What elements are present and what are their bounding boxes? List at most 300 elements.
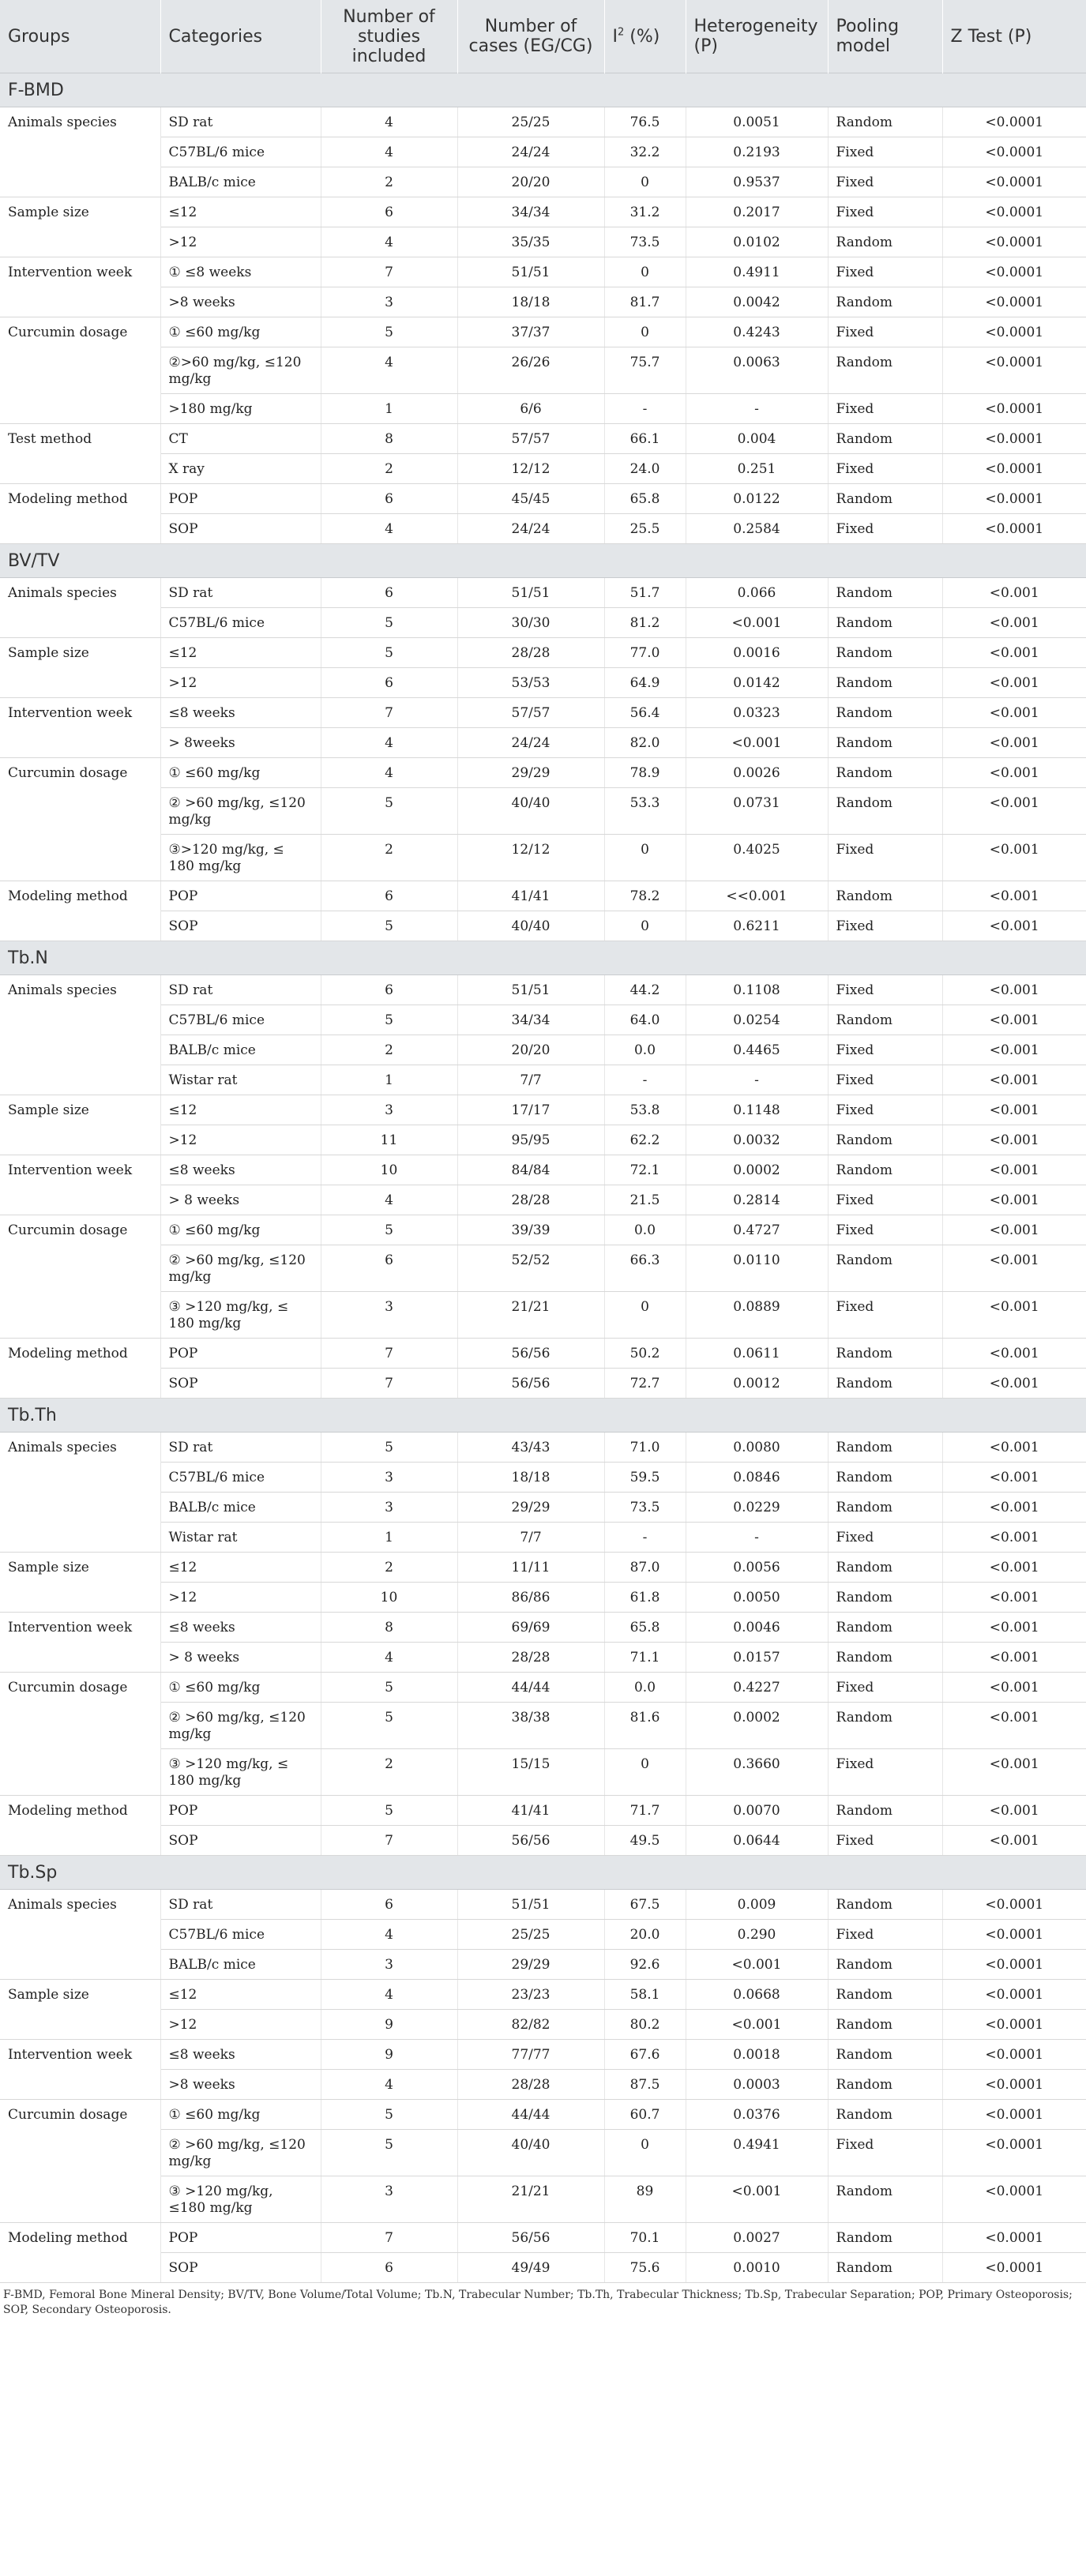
header-i2-sup: 2 [618, 26, 625, 39]
z-test-cell: <0.001 [942, 1523, 1086, 1553]
heterogeneity-cell: 0.0644 [686, 1826, 828, 1856]
category-cell: BALB/c mice [160, 1493, 321, 1523]
z-test-cell: <0.001 [942, 728, 1086, 758]
z-test-cell: <0.001 [942, 698, 1086, 728]
category-cell: SD rat [160, 975, 321, 1005]
table-row [0, 2253, 1086, 2283]
table-row [0, 1613, 1086, 1643]
studies-cell: 2 [321, 1553, 457, 1583]
group-name-cell: Curcumin dosage [0, 1673, 160, 1796]
heterogeneity-cell: 0.0229 [686, 1493, 828, 1523]
heterogeneity-cell: 0.2193 [686, 137, 828, 167]
heterogeneity-cell: 0.0046 [686, 1613, 828, 1643]
category-cell: SD rat [160, 107, 321, 137]
group-name-cell: Curcumin dosage [0, 2100, 160, 2223]
cases-cell: 6/6 [457, 394, 604, 424]
heterogeneity-cell: 0.0027 [686, 2223, 828, 2253]
i2-cell: 59.5 [604, 1463, 686, 1493]
category-cell: C57BL/6 mice [160, 1005, 321, 1035]
section-row [0, 73, 1086, 107]
heterogeneity-cell: 0.0070 [686, 1796, 828, 1826]
pooling-model-cell: Fixed [828, 835, 942, 881]
header-groups: Groups [0, 0, 160, 73]
heterogeneity-cell: 0.004 [686, 424, 828, 454]
table-row [0, 454, 1086, 484]
cases-cell: 56/56 [457, 2223, 604, 2253]
group-name-cell: Test method [0, 424, 160, 484]
table-row [0, 2130, 1086, 2176]
heterogeneity-cell: 0.0050 [686, 1583, 828, 1613]
category-cell: >12 [160, 1583, 321, 1613]
cases-cell: 18/18 [457, 1463, 604, 1493]
z-test-cell: <0.001 [942, 1155, 1086, 1185]
studies-cell: 1 [321, 1523, 457, 1553]
heterogeneity-cell: 0.0376 [686, 2100, 828, 2130]
studies-cell: 9 [321, 2040, 457, 2070]
pooling-model-cell: Random [828, 2253, 942, 2283]
i2-cell: 20.0 [604, 1920, 686, 1950]
z-test-cell: <0.0001 [942, 137, 1086, 167]
pooling-model-cell: Random [828, 1613, 942, 1643]
table-row [0, 1920, 1086, 1950]
i2-cell: 0.0 [604, 1215, 686, 1245]
cases-cell: 21/21 [457, 1292, 604, 1339]
z-test-cell: <0.0001 [942, 2223, 1086, 2253]
studies-cell: 4 [321, 1185, 457, 1215]
i2-cell: 82.0 [604, 728, 686, 758]
z-test-cell: <0.001 [942, 578, 1086, 608]
studies-cell: 6 [321, 1245, 457, 1292]
cases-cell: 24/24 [457, 728, 604, 758]
i2-cell: 66.1 [604, 424, 686, 454]
cases-cell: 30/30 [457, 608, 604, 638]
heterogeneity-cell: 0.0016 [686, 638, 828, 668]
cases-cell: 29/29 [457, 1950, 604, 1980]
group-name-cell: Modeling method [0, 1796, 160, 1856]
i2-cell: 32.2 [604, 137, 686, 167]
z-test-cell: <0.0001 [942, 257, 1086, 287]
category-cell: > 8 weeks [160, 1185, 321, 1215]
table-row [0, 1339, 1086, 1369]
heterogeneity-cell: 0.290 [686, 1920, 828, 1950]
studies-cell: 6 [321, 881, 457, 911]
pooling-model-cell: Fixed [828, 197, 942, 227]
heterogeneity-cell: 0.4911 [686, 257, 828, 287]
z-test-cell: <0.0001 [942, 394, 1086, 424]
category-cell: X ray [160, 454, 321, 484]
pooling-model-cell: Fixed [828, 1292, 942, 1339]
i2-cell: 53.3 [604, 788, 686, 835]
z-test-cell: <0.001 [942, 1643, 1086, 1673]
category-cell: C57BL/6 mice [160, 1920, 321, 1950]
heterogeneity-cell: 0.0063 [686, 347, 828, 394]
table-row [0, 1463, 1086, 1493]
table-row [0, 227, 1086, 257]
heterogeneity-cell: <0.001 [686, 2176, 828, 2223]
category-cell: SOP [160, 911, 321, 941]
table-row [0, 1035, 1086, 1065]
heterogeneity-cell: 0.0846 [686, 1463, 828, 1493]
studies-cell: 1 [321, 1065, 457, 1095]
pooling-model-cell: Random [828, 1155, 942, 1185]
heterogeneity-cell: 0.0002 [686, 1703, 828, 1749]
category-cell: BALB/c mice [160, 1035, 321, 1065]
category-cell: ≤8 weeks [160, 2040, 321, 2070]
pooling-model-cell: Random [828, 347, 942, 394]
cases-cell: 25/25 [457, 107, 604, 137]
studies-cell: 3 [321, 1950, 457, 1980]
cases-cell: 44/44 [457, 2100, 604, 2130]
studies-cell: 7 [321, 2223, 457, 2253]
heterogeneity-cell: 0.0042 [686, 287, 828, 317]
pooling-model-cell: Fixed [828, 514, 942, 544]
cases-cell: 51/51 [457, 257, 604, 287]
pooling-model-cell: Random [828, 424, 942, 454]
table-row [0, 578, 1086, 608]
i2-cell: 0.0 [604, 1673, 686, 1703]
studies-cell: 4 [321, 2070, 457, 2100]
i2-cell: 0 [604, 317, 686, 347]
category-cell: ① ≤8 weeks [160, 257, 321, 287]
z-test-cell: <0.001 [942, 881, 1086, 911]
i2-cell: 72.7 [604, 1369, 686, 1399]
heterogeneity-cell: 0.0012 [686, 1369, 828, 1399]
pooling-model-cell: Random [828, 2176, 942, 2223]
category-cell: >8 weeks [160, 2070, 321, 2100]
studies-cell: 7 [321, 257, 457, 287]
studies-cell: 2 [321, 1035, 457, 1065]
i2-cell: - [604, 394, 686, 424]
i2-cell: 60.7 [604, 2100, 686, 2130]
i2-cell: 67.5 [604, 1890, 686, 1920]
i2-cell: 77.0 [604, 638, 686, 668]
section-title: Tb.N [0, 941, 1086, 975]
category-cell: ≤12 [160, 1553, 321, 1583]
category-cell: ③ >120 mg/kg, ≤ 180 mg/kg [160, 1292, 321, 1339]
studies-cell: 3 [321, 1463, 457, 1493]
pooling-model-cell: Random [828, 107, 942, 137]
cases-cell: 21/21 [457, 2176, 604, 2223]
table-row [0, 317, 1086, 347]
pooling-model-cell: Fixed [828, 1215, 942, 1245]
i2-cell: 65.8 [604, 484, 686, 514]
cases-cell: 86/86 [457, 1583, 604, 1613]
pooling-model-cell: Random [828, 578, 942, 608]
heterogeneity-cell: 0.0110 [686, 1245, 828, 1292]
z-test-cell: <0.0001 [942, 1920, 1086, 1950]
cases-cell: 26/26 [457, 347, 604, 394]
z-test-cell: <0.0001 [942, 1980, 1086, 2010]
heterogeneity-cell: 0.2017 [686, 197, 828, 227]
i2-cell: 61.8 [604, 1583, 686, 1613]
category-cell: ②>60 mg/kg, ≤120 mg/kg [160, 347, 321, 394]
category-cell: BALB/c mice [160, 167, 321, 197]
i2-cell: 0 [604, 167, 686, 197]
cases-cell: 28/28 [457, 1185, 604, 1215]
heterogeneity-cell: 0.4025 [686, 835, 828, 881]
group-name-cell: Intervention week [0, 698, 160, 758]
studies-cell: 5 [321, 1005, 457, 1035]
table-row [0, 758, 1086, 788]
z-test-cell: <0.0001 [942, 2070, 1086, 2100]
pooling-model-cell: Random [828, 1125, 942, 1155]
category-cell: POP [160, 881, 321, 911]
z-test-cell: <0.0001 [942, 2176, 1086, 2223]
z-test-cell: <0.0001 [942, 1950, 1086, 1980]
heterogeneity-cell: 0.2814 [686, 1185, 828, 1215]
z-test-cell: <0.001 [942, 758, 1086, 788]
table-row [0, 1005, 1086, 1035]
cases-cell: 28/28 [457, 2070, 604, 2100]
category-cell: POP [160, 484, 321, 514]
table-row [0, 424, 1086, 454]
table-row [0, 2100, 1086, 2130]
pooling-model-cell: Random [828, 2070, 942, 2100]
i2-cell: 65.8 [604, 1613, 686, 1643]
section-title: Tb.Sp [0, 1856, 1086, 1890]
pooling-model-cell: Random [828, 881, 942, 911]
heterogeneity-cell: 0.0122 [686, 484, 828, 514]
studies-cell: 5 [321, 788, 457, 835]
category-cell: C57BL/6 mice [160, 137, 321, 167]
category-cell: ≤8 weeks [160, 1613, 321, 1643]
cases-cell: 53/53 [457, 668, 604, 698]
cases-cell: 11/11 [457, 1553, 604, 1583]
studies-cell: 1 [321, 394, 457, 424]
i2-cell: 56.4 [604, 698, 686, 728]
i2-cell: 0 [604, 257, 686, 287]
category-cell: >12 [160, 2010, 321, 2040]
cases-cell: 28/28 [457, 638, 604, 668]
header-pooling-model: Pooling model [828, 0, 942, 73]
z-test-cell: <0.001 [942, 1125, 1086, 1155]
studies-cell: 4 [321, 347, 457, 394]
studies-cell: 4 [321, 514, 457, 544]
studies-cell: 5 [321, 2130, 457, 2176]
heterogeneity-cell: 0.0323 [686, 698, 828, 728]
category-cell: SOP [160, 1369, 321, 1399]
cases-cell: 57/57 [457, 424, 604, 454]
group-name-cell: Sample size [0, 197, 160, 257]
studies-cell: 4 [321, 728, 457, 758]
cases-cell: 57/57 [457, 698, 604, 728]
table-row [0, 1493, 1086, 1523]
studies-cell: 2 [321, 454, 457, 484]
table-row [0, 167, 1086, 197]
category-cell: ③>120 mg/kg, ≤ 180 mg/kg [160, 835, 321, 881]
category-cell: ② >60 mg/kg, ≤120 mg/kg [160, 788, 321, 835]
group-name-cell: Sample size [0, 638, 160, 698]
z-test-cell: <0.0001 [942, 2010, 1086, 2040]
pooling-model-cell: Random [828, 1433, 942, 1463]
table-row [0, 484, 1086, 514]
cases-cell: 12/12 [457, 835, 604, 881]
section-title: BV/TV [0, 544, 1086, 578]
i2-cell: 76.5 [604, 107, 686, 137]
category-cell: C57BL/6 mice [160, 1463, 321, 1493]
category-cell: ① ≤60 mg/kg [160, 2100, 321, 2130]
pooling-model-cell: Fixed [828, 2130, 942, 2176]
studies-cell: 6 [321, 1890, 457, 1920]
table-row [0, 1095, 1086, 1125]
z-test-cell: <0.0001 [942, 514, 1086, 544]
heterogeneity-cell: - [686, 1523, 828, 1553]
table-row [0, 638, 1086, 668]
group-name-cell: Curcumin dosage [0, 758, 160, 881]
pooling-model-cell: Fixed [828, 1673, 942, 1703]
group-name-cell: Animals species [0, 107, 160, 197]
cases-cell: 40/40 [457, 2130, 604, 2176]
i2-cell: 81.7 [604, 287, 686, 317]
table-row [0, 788, 1086, 835]
z-test-cell: <0.001 [942, 1369, 1086, 1399]
pooling-model-cell: Fixed [828, 975, 942, 1005]
pooling-model-cell: Fixed [828, 1749, 942, 1796]
pooling-model-cell: Random [828, 1339, 942, 1369]
table-row [0, 1703, 1086, 1749]
i2-cell: 49.5 [604, 1826, 686, 1856]
category-cell: > 8weeks [160, 728, 321, 758]
table-row [0, 1523, 1086, 1553]
heterogeneity-cell: 0.4465 [686, 1035, 828, 1065]
category-cell: >8 weeks [160, 287, 321, 317]
header-number-of-cases: Number of cases (EG/CG) [457, 0, 604, 73]
group-name-cell: Sample size [0, 1095, 160, 1155]
group-name-cell: Curcumin dosage [0, 1215, 160, 1339]
header-heterogeneity: Heterogeneity (P) [686, 0, 828, 73]
i2-cell: 0 [604, 835, 686, 881]
group-name-cell: Sample size [0, 1980, 160, 2040]
z-test-cell: <0.001 [942, 1673, 1086, 1703]
i2-cell: 66.3 [604, 1245, 686, 1292]
category-cell: SOP [160, 1826, 321, 1856]
pooling-model-cell: Fixed [828, 1035, 942, 1065]
z-test-cell: <0.001 [942, 975, 1086, 1005]
heterogeneity-cell: 0.0102 [686, 227, 828, 257]
category-cell: ① ≤60 mg/kg [160, 1673, 321, 1703]
studies-cell: 3 [321, 1095, 457, 1125]
pooling-model-cell: Fixed [828, 911, 942, 941]
group-name-cell: Intervention week [0, 1155, 160, 1215]
studies-cell: 4 [321, 137, 457, 167]
table-row [0, 1643, 1086, 1673]
table-row [0, 1583, 1086, 1613]
heterogeneity-cell: 0.4227 [686, 1673, 828, 1703]
i2-cell: 0 [604, 2130, 686, 2176]
i2-cell: 71.1 [604, 1643, 686, 1673]
table-row [0, 1950, 1086, 1980]
group-name-cell: Intervention week [0, 2040, 160, 2100]
i2-cell: 81.6 [604, 1703, 686, 1749]
z-test-cell: <0.0001 [942, 2040, 1086, 2070]
cases-cell: 51/51 [457, 1890, 604, 1920]
heterogeneity-cell: 0.0080 [686, 1433, 828, 1463]
studies-cell: 6 [321, 975, 457, 1005]
pooling-model-cell: Fixed [828, 1185, 942, 1215]
category-cell: Wistar rat [160, 1523, 321, 1553]
cases-cell: 17/17 [457, 1095, 604, 1125]
heterogeneity-cell: 0.1108 [686, 975, 828, 1005]
studies-cell: 6 [321, 578, 457, 608]
cases-cell: 43/43 [457, 1433, 604, 1463]
table-row [0, 2176, 1086, 2223]
category-cell: CT [160, 424, 321, 454]
cases-cell: 51/51 [457, 975, 604, 1005]
i2-cell: 64.9 [604, 668, 686, 698]
z-test-cell: <0.001 [942, 835, 1086, 881]
heterogeneity-cell: 0.9537 [686, 167, 828, 197]
pooling-model-cell: Random [828, 638, 942, 668]
heterogeneity-cell: 0.2584 [686, 514, 828, 544]
category-cell: > 8 weeks [160, 1643, 321, 1673]
header-i2-unit: (%) [624, 26, 660, 47]
pooling-model-cell: Fixed [828, 167, 942, 197]
cases-cell: 34/34 [457, 1005, 604, 1035]
heterogeneity-cell: 0.4727 [686, 1215, 828, 1245]
z-test-cell: <0.001 [942, 1463, 1086, 1493]
z-test-cell: <0.0001 [942, 2100, 1086, 2130]
pooling-model-cell: Random [828, 668, 942, 698]
cases-cell: 25/25 [457, 1920, 604, 1950]
i2-cell: 0 [604, 1292, 686, 1339]
category-cell: ② >60 mg/kg, ≤120 mg/kg [160, 1703, 321, 1749]
heterogeneity-cell: 0.009 [686, 1890, 828, 1920]
category-cell: BALB/c mice [160, 1950, 321, 1980]
table-row [0, 2070, 1086, 2100]
table-row [0, 1292, 1086, 1339]
studies-cell: 10 [321, 1583, 457, 1613]
heterogeneity-cell: 0.1148 [686, 1095, 828, 1125]
heterogeneity-cell: 0.0668 [686, 1980, 828, 2010]
table-row [0, 1155, 1086, 1185]
studies-cell: 7 [321, 1826, 457, 1856]
group-name-cell: Modeling method [0, 2223, 160, 2283]
pooling-model-cell: Fixed [828, 1523, 942, 1553]
pooling-model-cell: Fixed [828, 1826, 942, 1856]
i2-cell: 73.5 [604, 227, 686, 257]
i2-cell: 62.2 [604, 1125, 686, 1155]
pooling-model-cell: Random [828, 2040, 942, 2070]
cases-cell: 44/44 [457, 1673, 604, 1703]
table-row [0, 1749, 1086, 1796]
table-row [0, 1185, 1086, 1215]
pooling-model-cell: Random [828, 1493, 942, 1523]
z-test-cell: <0.001 [942, 1185, 1086, 1215]
group-name-cell: Animals species [0, 1890, 160, 1980]
category-cell: POP [160, 1339, 321, 1369]
heterogeneity-cell: 0.0051 [686, 107, 828, 137]
z-test-cell: <0.001 [942, 1749, 1086, 1796]
category-cell: SD rat [160, 1890, 321, 1920]
table-row [0, 1065, 1086, 1095]
i2-cell: 24.0 [604, 454, 686, 484]
table-row [0, 107, 1086, 137]
heterogeneity-cell: 0.0889 [686, 1292, 828, 1339]
studies-cell: 5 [321, 317, 457, 347]
z-test-cell: <0.001 [942, 1433, 1086, 1463]
pooling-model-cell: Fixed [828, 257, 942, 287]
i2-cell: 64.0 [604, 1005, 686, 1035]
i2-cell: 0.0 [604, 1035, 686, 1065]
table-row [0, 911, 1086, 941]
table-row [0, 1433, 1086, 1463]
section-row [0, 1856, 1086, 1890]
pooling-model-cell: Fixed [828, 1065, 942, 1095]
category-cell: SOP [160, 514, 321, 544]
heterogeneity-cell: 0.0018 [686, 2040, 828, 2070]
category-cell: Wistar rat [160, 1065, 321, 1095]
cases-cell: 23/23 [457, 1980, 604, 2010]
